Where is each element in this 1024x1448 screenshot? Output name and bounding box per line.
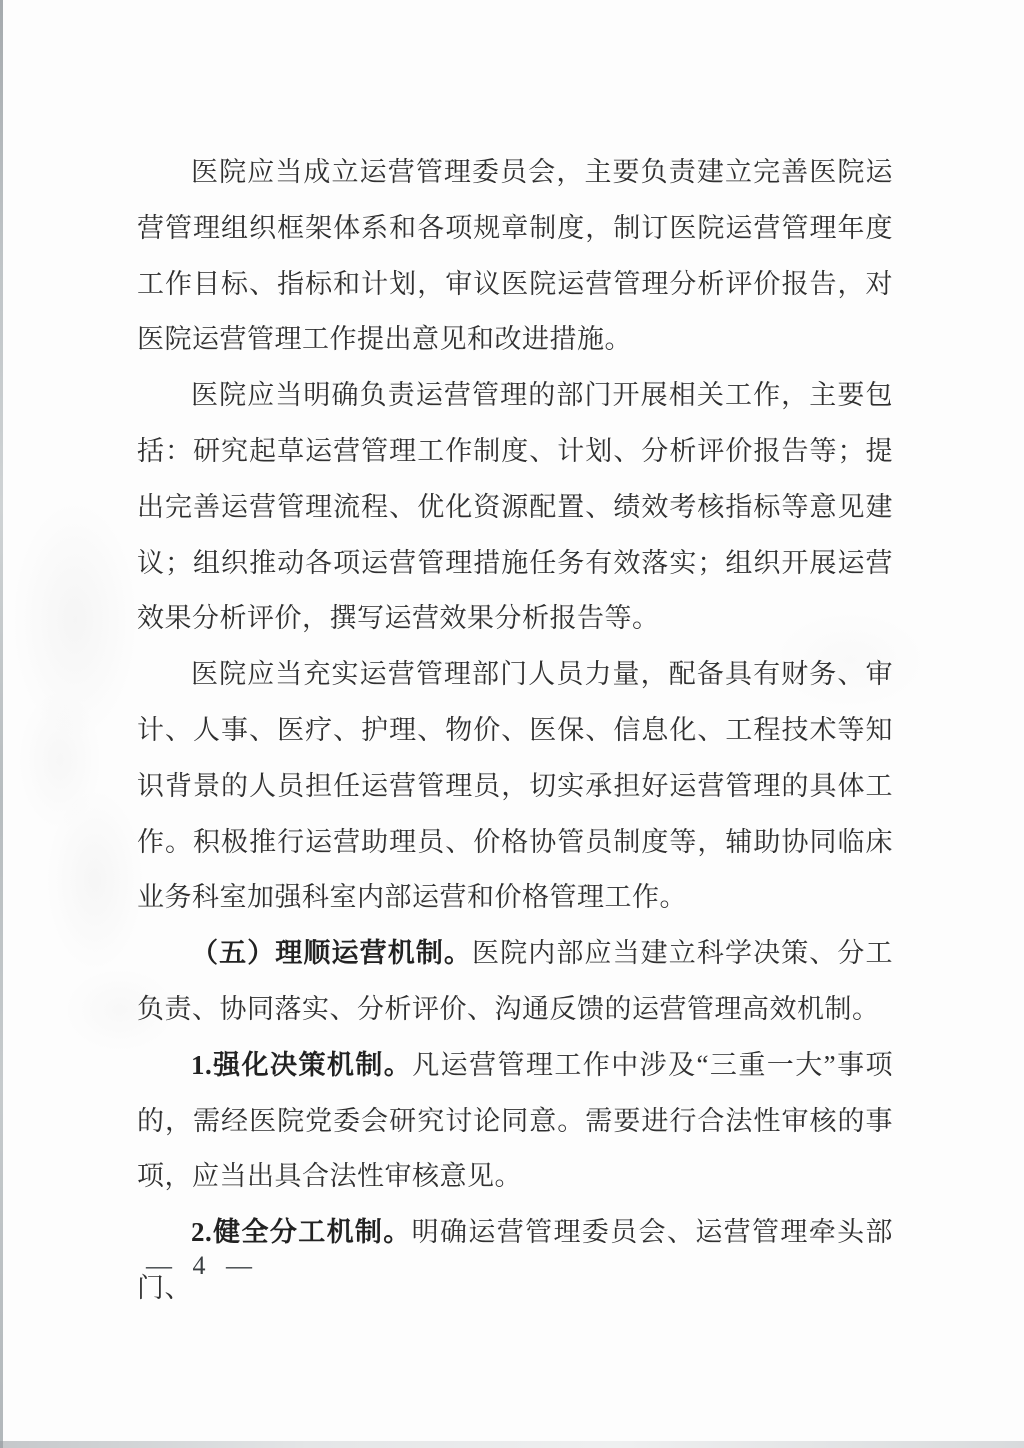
- paragraph: [137, 926, 893, 1038]
- paragraph-text: 医院内部应当建立科学决策、分工负责、协同落实、分析评价、沟通反馈的运营管理高效机制。: [137, 938, 894, 1024]
- paragraph-lead: 1.强化决策机制。: [191, 1049, 413, 1080]
- paragraph-lead: 2.健全分工机制。: [191, 1217, 412, 1248]
- paragraph: [137, 1038, 893, 1205]
- document-body: [137, 145, 893, 1317]
- paragraph-text: 医院应当充实运营管理部门人员力量，配备具有财务、审计、人事、医疗、护理、物价、医保、信息化、工程技术等知识背景的人员担任运营管理员，切实承担好运营管理的具体工作。积极推行运营助理员、价格协管员制度等，辅助协同临床业务科室加强科室内部运营和价格管理工作。: [137, 659, 893, 913]
- paragraph: [137, 145, 893, 368]
- paragraph: [137, 368, 893, 647]
- paragraph-lead: （五）理顺运营机制。: [191, 938, 473, 969]
- paragraph-text: 凡运营管理工作中涉及“三重一大”事项的，需经医院党委会研究讨论同意。需要进行合法性审核的事项，应当出具合法性审核意见。: [137, 1049, 894, 1192]
- paragraph: [137, 647, 893, 926]
- paragraph-text: 医院应当明确负责运营管理的部门开展相关工作，主要包括：研究起草运营管理工作制度、计划、分析评价报告等；提出完善运营管理流程、优化资源配置、绩效考核指标等意见建议；组织推动各项运营管理措施任务有效落实；组织开展运营效果分析评价，撰写运营效果分析报告等。: [137, 380, 893, 634]
- scan-edge-bottom-artifact: [0, 1441, 1024, 1448]
- paragraph-text: 医院应当成立运营管理委员会，主要负责建立完善医院运营管理组织框架体系和各项规章制度，制订医院运营管理年度工作目标、指标和计划，审议医院运营管理分析评价报告，对医院运营管理工作提出意见和改进措施。: [137, 157, 893, 355]
- paragraph-text: 明确运营管理委员会、运营管理牵头部门、: [137, 1217, 894, 1303]
- page-number: — 4 —: [146, 1251, 259, 1280]
- scan-edge-left-artifact: [0, 0, 3, 1448]
